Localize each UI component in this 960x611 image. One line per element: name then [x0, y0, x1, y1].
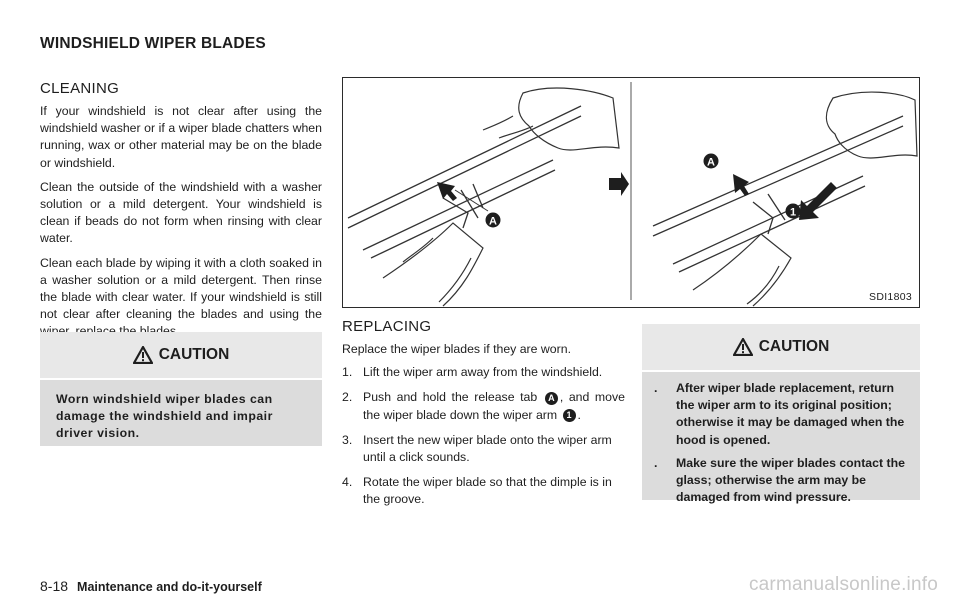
bullet: .: [654, 455, 658, 470]
step-text: [363, 389, 625, 423]
caution-header: [40, 332, 322, 380]
step-item: [342, 474, 625, 508]
step-text: Rotate the wiper blade so that the dimple is in the groove.: [363, 475, 612, 507]
step-item: [342, 432, 625, 466]
wiper-replacement-figure: [342, 77, 920, 308]
wiper-illustration: [343, 78, 919, 307]
left-wiper-drawing: [348, 106, 581, 258]
caution-title: CAUTION: [158, 346, 230, 363]
bullet: .: [654, 381, 658, 395]
right-wiper-drawing: [653, 116, 903, 272]
caution-header: [642, 324, 920, 372]
replacing-heading: REPLACING: [342, 318, 432, 335]
svg-text:A: A: [707, 156, 715, 169]
step-number: 1.: [342, 365, 353, 380]
caution-list: [654, 380, 910, 506]
caution-item: [654, 380, 910, 449]
label-a-left: [486, 213, 501, 228]
page-footer: [40, 578, 262, 594]
cleaning-paragraph-1: If your windshield is not clear after using the windshield washer or if a wiper blade chatters when running, wax or other material may be on the blade or windshield.: [40, 104, 322, 170]
footer-title: Maintenance and do-it-yourself: [77, 580, 262, 594]
step-text-part: , and move the wiper blade down the wiper arm: [363, 390, 625, 422]
cleaning-paragraph-2: Clean the outside of the windshield with a washer solution or a mild detergent. Your windshield is clean if beads do not form when rinsing with clear water.: [40, 179, 322, 246]
caution-item: [654, 455, 910, 507]
step-number: 2.: [342, 390, 353, 405]
caution-item-text: Make sure the wiper blades contact the glass; otherwise the arm may be damaged from wind pressure.: [676, 455, 905, 505]
transition-arrow: [609, 172, 629, 196]
left-hand-drawing: [383, 88, 619, 306]
cleaning-heading: CLEANING: [40, 80, 120, 97]
step-number: 4.: [342, 475, 353, 490]
watermark: carmanualsonline.info: [748, 574, 938, 595]
step-text-part: Push and hold the release tab: [363, 390, 538, 405]
step-number: 3.: [342, 432, 353, 447]
step-text: Lift the wiper arm away from the windshield.: [363, 365, 603, 380]
replacing-section: [342, 318, 625, 517]
svg-text:A: A: [489, 215, 497, 228]
replacing-steps: [342, 364, 625, 508]
caution-list-wrapper: [642, 372, 920, 520]
figure-code: SDI1803: [869, 291, 912, 303]
section-title: WINDSHIELD WIPER BLADES: [40, 35, 266, 52]
caution-box-cleaning: [40, 332, 322, 446]
label-1-right: [786, 204, 801, 219]
step-text: Insert the new wiper blade onto the wiper arm until a click sounds.: [363, 432, 612, 465]
step-text-part: .: [577, 407, 581, 422]
cleaning-paragraph-3: Clean each blade by wiping it with a cloth soaked in a washer solution or a mild detergent. Then rinse the blade with clear water. If your windshield is still not clear after cleaning the blades and using the: [40, 255, 322, 322]
replacing-intro: Replace the wiper blades if they are worn.: [342, 342, 571, 356]
page-number: 8-18: [40, 578, 69, 594]
marker-1: 1: [563, 409, 576, 422]
cleaning-section: [40, 80, 322, 348]
marker-a: A: [545, 392, 558, 405]
step-item: [342, 364, 625, 381]
warning-icon: [133, 346, 153, 364]
warning-icon: [733, 338, 753, 356]
caution-box-replacing: [642, 324, 920, 505]
svg-text:1: 1: [789, 206, 797, 219]
label-a-right: [704, 154, 719, 169]
release-tab-arrow: [437, 182, 457, 201]
caution-title: CAUTION: [758, 338, 830, 355]
caution-text: Worn windshield wiper blades can damage the windshield and impair driver vision.: [56, 392, 273, 441]
step-item: [342, 389, 625, 423]
caution-item-text: After wiper blade replacement, return the wiper arm to its original position; otherwise it may be damaged when the hood is opened.: [676, 381, 905, 447]
